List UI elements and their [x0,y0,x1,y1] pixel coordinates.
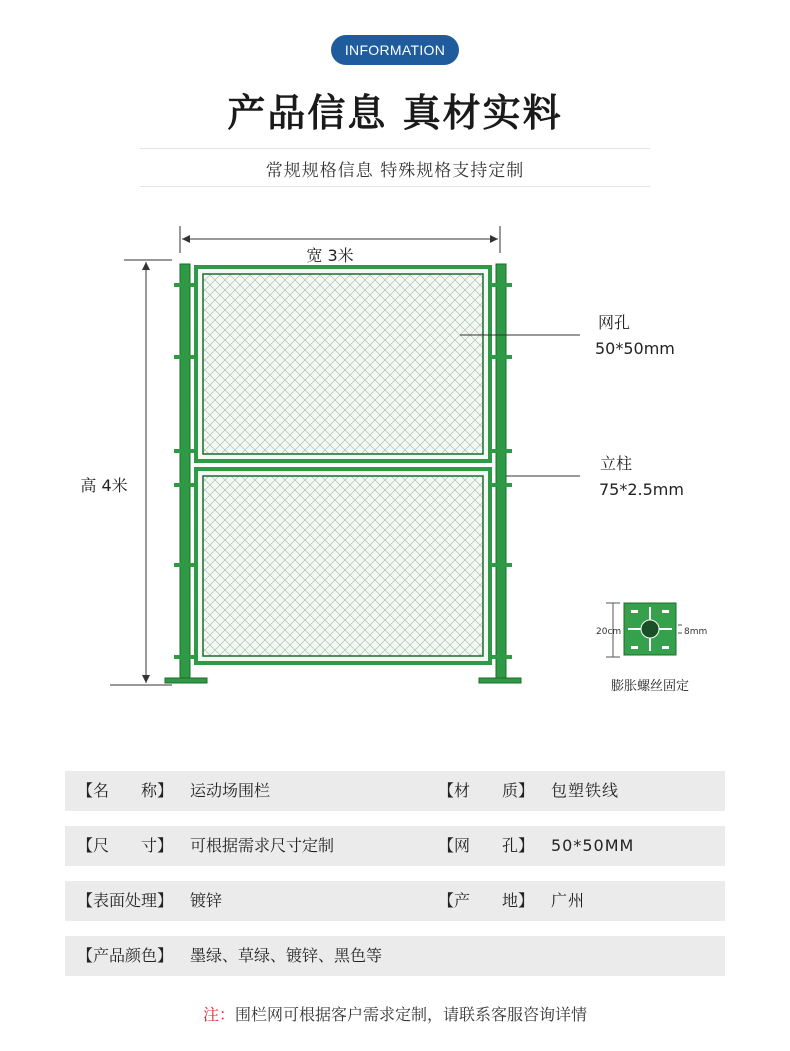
spec-row [65,771,725,811]
post-value: 75*2.5mm [599,480,684,499]
mesh-label: 网孔 [598,313,631,332]
information-badge: INFORMATION [331,35,459,65]
spec-key: 【产品颜色】 [77,946,174,965]
height-dimension [80,260,172,685]
mesh-value: 50*50mm [595,339,675,358]
spec-value: 50*50MM [551,836,635,855]
spec-row [65,881,725,921]
spec-key: 【产 地】 [438,891,535,910]
mesh-callout [460,313,675,358]
spec-key: 【材 质】 [438,781,535,800]
spec-value: 广州 [551,891,586,910]
post-callout [506,454,684,499]
page-title: 产品信息 真材实料 [227,91,563,135]
plate-bolt-label: 8mm [684,627,708,637]
spec-key [438,936,548,976]
spec-row [65,936,725,976]
base-plate-detail [596,603,707,694]
width-dimension [180,226,500,265]
spec-key: 【网 孔】 [438,836,535,855]
footer-note [0,1002,790,1025]
spec-value: 运动场围栏 [190,781,271,800]
width-label: 宽 3米 [306,246,354,265]
spec-value: 镀锌 [190,891,223,910]
spec-value: 包塑铁线 [551,781,620,800]
divider-top [140,148,650,149]
divider-bottom [140,186,650,187]
spec-value: 墨绿、草绿、镀锌、黑色等 [190,946,383,965]
height-label: 高 4米 [80,476,128,495]
fence-diagram [0,215,790,715]
note-text: 围栏网可根据客户需求定制，请联系客服咨询详情 [235,1005,588,1024]
page-subtitle: 常规规格信息 特殊规格支持定制 [265,161,525,181]
spec-key: 【名 称】 [77,781,174,800]
post-label: 立柱 [600,454,633,473]
spec-row [65,826,725,866]
spec-key: 【表面处理】 [77,891,174,910]
spec-key: 【尺 寸】 [77,836,174,855]
plate-caption: 膨胀螺丝固定 [610,679,690,694]
spec-value: 可根据需求尺寸定制 [190,836,335,855]
mesh-panel-lower [196,469,490,663]
note-prefix: 注： [202,1005,235,1024]
mesh-panel-upper [196,267,490,461]
plate-size-label: 20cm [596,627,622,637]
